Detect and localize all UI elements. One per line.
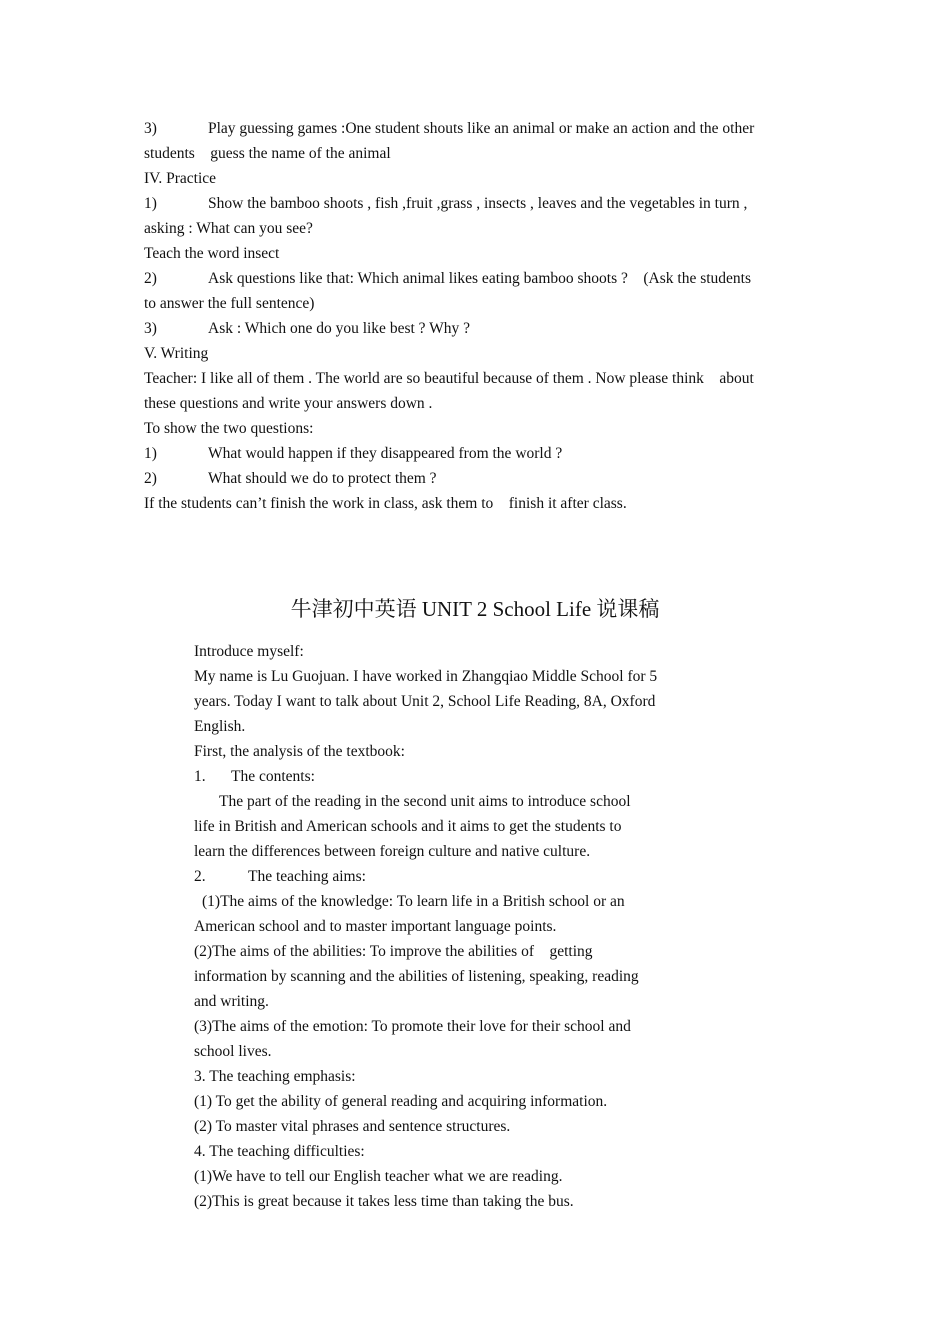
text-line: (3)The aims of the emotion: To promote their love for their school and	[194, 1018, 631, 1035]
text-line: (2)This is great because it takes less time than taking the bus.	[194, 1193, 574, 1210]
text-line: these questions and write your answers down .	[144, 395, 433, 412]
text-line: years. Today I want to talk about Unit 2, School Life Reading, 8A, Oxford	[194, 693, 656, 710]
text-line: information by scanning and the abilities of listening, speaking, reading	[194, 968, 639, 985]
document-title: 牛津初中英语 UNIT 2 School Life 说课稿	[290, 597, 660, 621]
text-line: asking : What can you see?	[144, 220, 313, 237]
lecture-section	[194, 639, 704, 1214]
text-line: English.	[194, 718, 246, 735]
text-line: school lives.	[194, 1043, 272, 1060]
text-line: Teacher: I like all of them . The world are so beautiful because of them . Now please think about	[144, 370, 754, 387]
text-line: My name is Lu Guojuan. I have worked in Zhangqiao Middle School for 5	[194, 668, 658, 685]
text-line: The part of the reading in the second unit aims to introduce school	[219, 793, 631, 810]
text-line: life in British and American schools and it aims to get the students to	[194, 818, 622, 835]
list-item: 3) Ask : Which one do you like best ? Why ?	[144, 320, 471, 337]
list-item: 2) Ask questions like that: Which animal likes eating bamboo shoots ? (Ask the students	[144, 270, 751, 287]
text-line: Introduce myself:	[194, 643, 304, 660]
list-item: 2) What should we do to protect them ?	[144, 470, 437, 487]
section-heading: IV. Practice	[144, 170, 217, 187]
text-line: (2) To master vital phrases and sentence structures.	[194, 1118, 511, 1135]
text-line: 4. The teaching difficulties:	[194, 1143, 365, 1160]
text-line: (2)The aims of the abilities: To improve the abilities of getting	[194, 943, 593, 960]
text-line: and writing.	[194, 993, 269, 1010]
list-item: 1) Show the bamboo shoots , fish ,fruit ,grass , insects , leaves and the vegetables in turn ,	[144, 195, 748, 212]
text-line: learn the differences between foreign culture and native culture.	[194, 843, 591, 860]
text-line: (1) To get the ability of general reading and acquiring information.	[194, 1093, 608, 1110]
text-line: Teach the word insect	[144, 245, 280, 262]
list-item: 1. The contents:	[194, 768, 315, 785]
text-line: (1)The aims of the knowledge: To learn life in a British school or an	[202, 893, 625, 910]
section-heading: V. Writing	[144, 345, 209, 362]
text-line: (1)We have to tell our English teacher what we are reading.	[194, 1168, 563, 1185]
text-line: 3. The teaching emphasis:	[194, 1068, 356, 1085]
text-line: To show the two questions:	[144, 420, 314, 437]
list-item: 1) What would happen if they disappeared from the world ?	[144, 445, 563, 462]
lesson-plan-section	[144, 116, 810, 516]
text-line: students guess the name of the animal	[144, 145, 391, 162]
text-line: If the students can’t finish the work in class, ask them to finish it after class.	[144, 495, 627, 512]
list-item: 3) Play guessing games :One student shouts like an animal or make an action and the other	[144, 120, 755, 137]
text-line: First, the analysis of the textbook:	[194, 743, 405, 760]
list-item: 2. The teaching aims:	[194, 868, 366, 885]
text-line: to answer the full sentence)	[144, 295, 315, 312]
text-line: American school and to master important language points.	[194, 918, 557, 935]
